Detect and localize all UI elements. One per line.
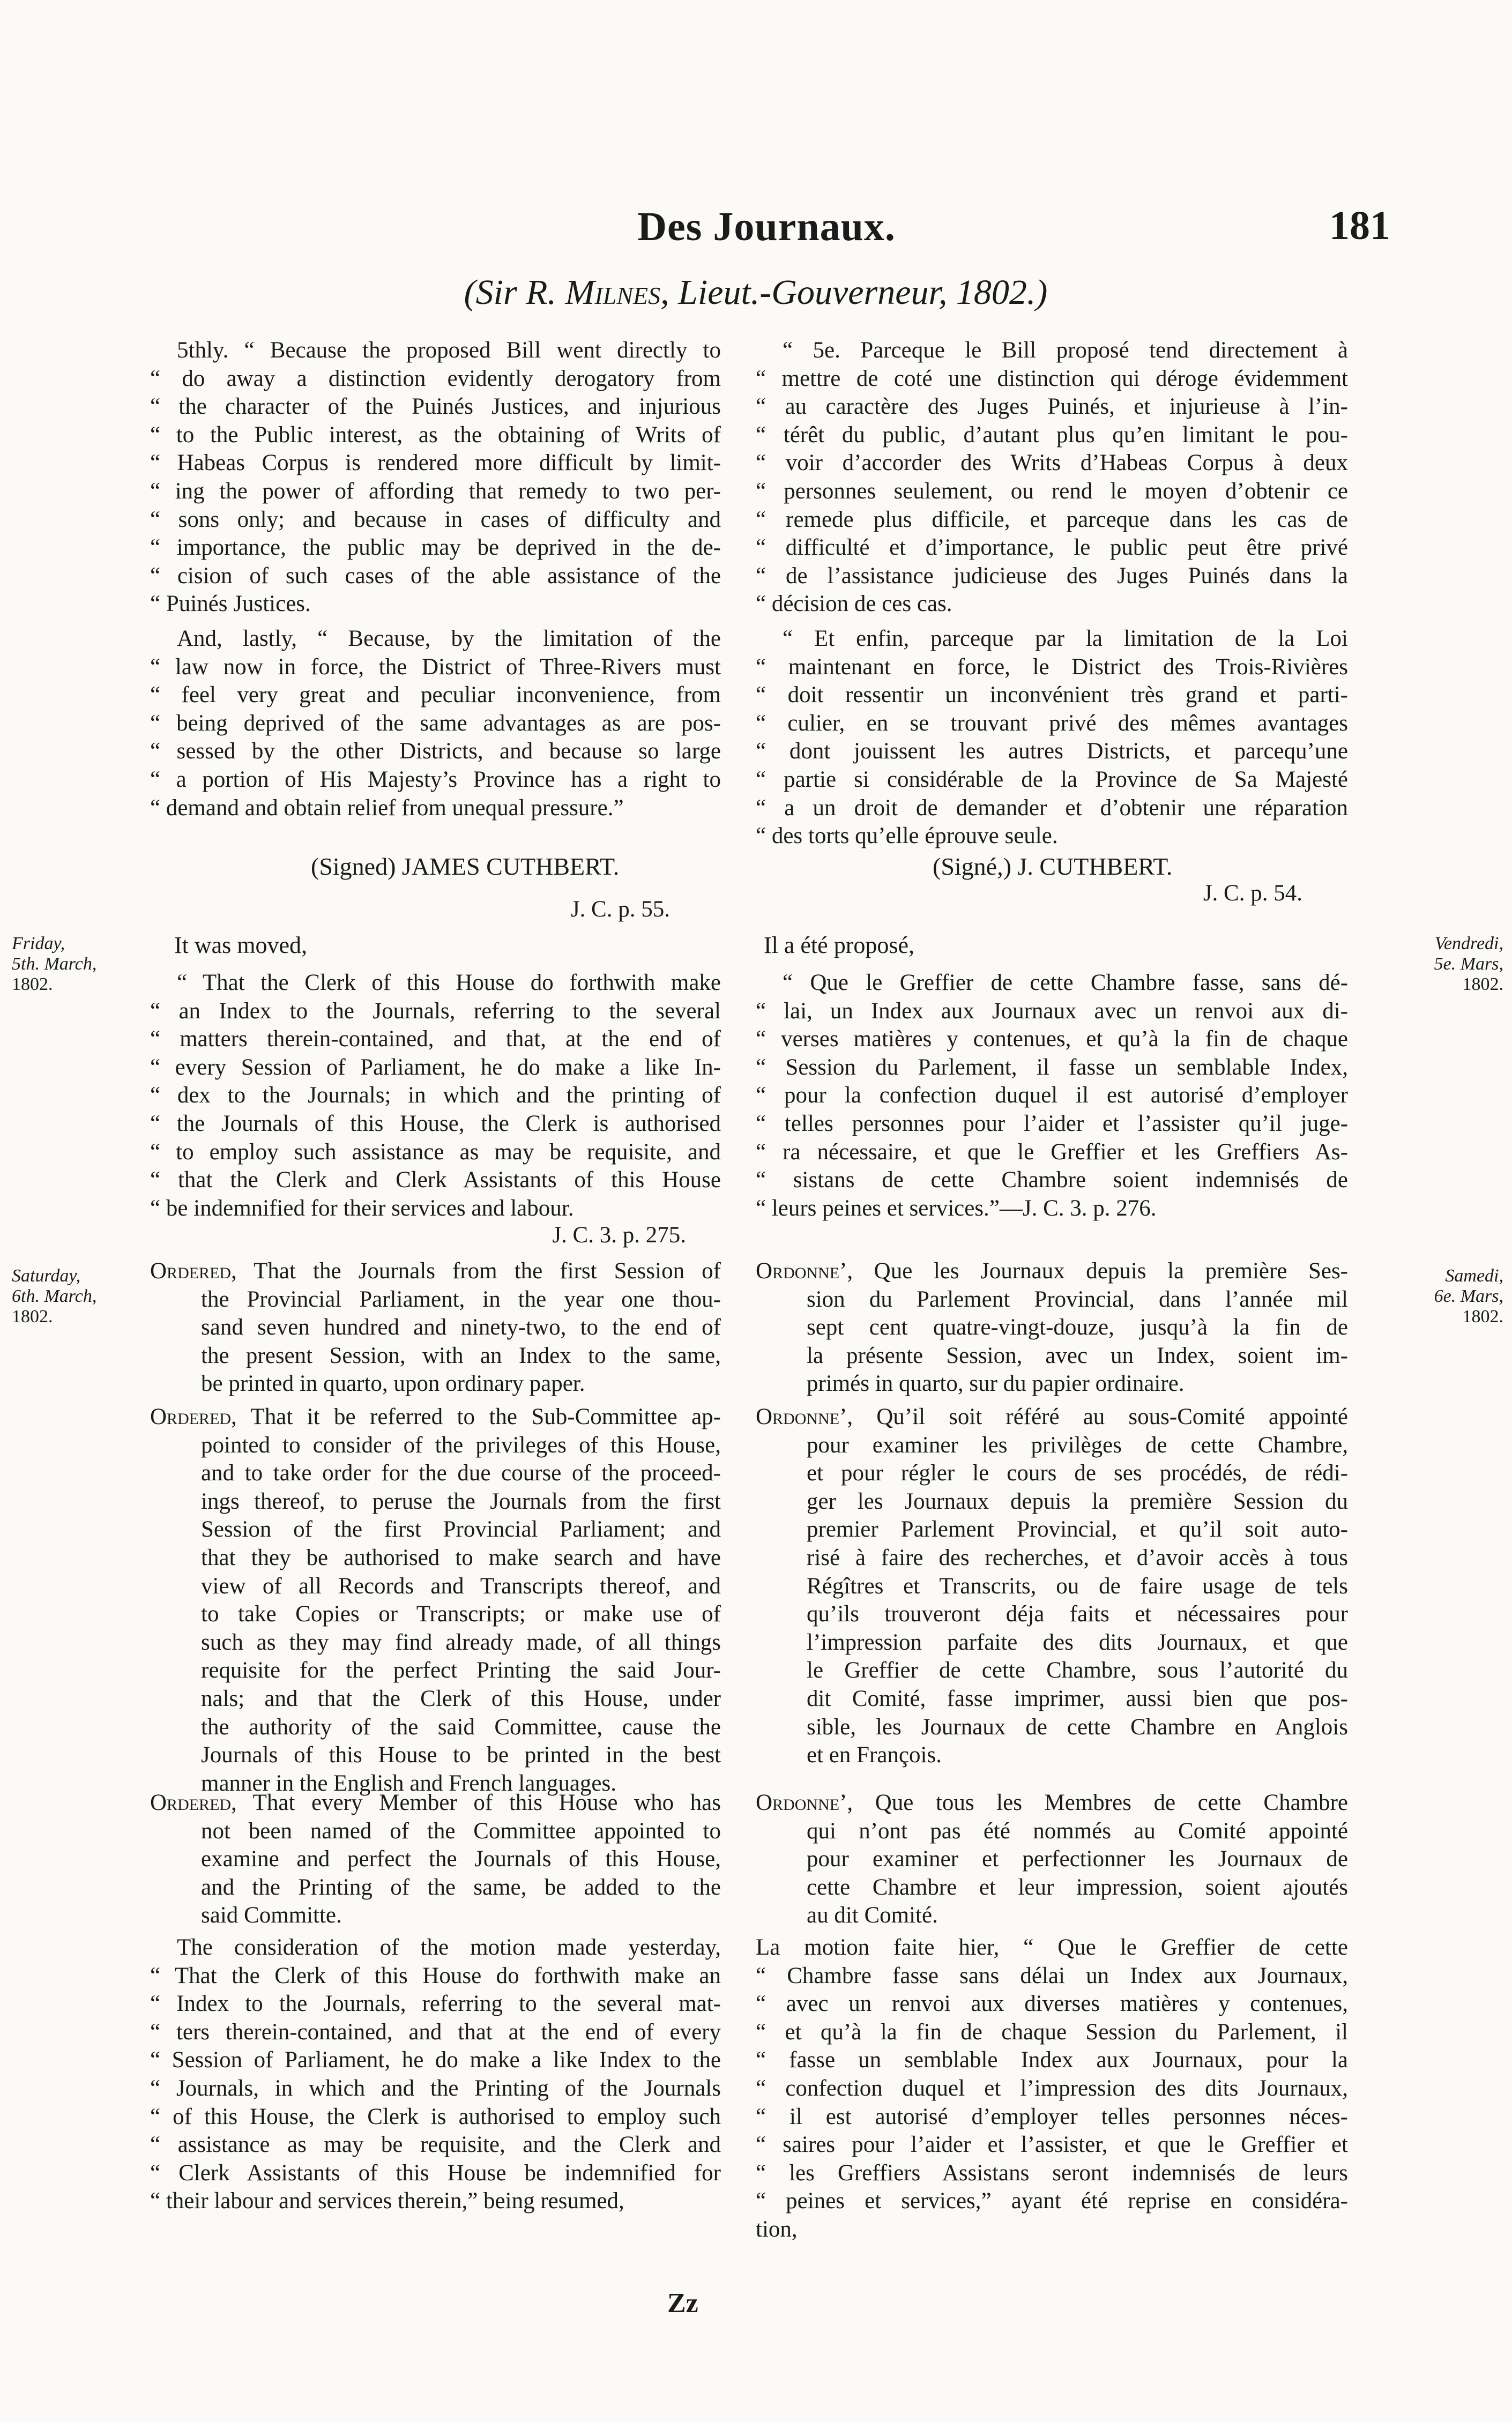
text-line: view of all Records and Transcripts thereof, and [201,1573,721,1599]
text-line: “ décision de ces cas. [756,591,952,617]
text-line: “ the character of the Puinés Justices, and injurious [150,394,721,420]
text-line: to take Copies or Transcripts; or make use of [201,1601,721,1627]
margin-line: 5th. March, [12,954,97,974]
margin-line: 1802. [12,974,53,994]
text-line: La motion faite hier, “ Que le Greffier de cette [756,1935,1348,1960]
text-line: la présente Session, avec un Index, soient im- [807,1343,1348,1368]
margin-line: Saturday, [12,1266,81,1286]
text-line: such as they may find already made, of all things [201,1629,721,1655]
text-line: “ Chambre fasse sans délai un Index aux Journaux, [756,1963,1348,1988]
text-line: “ verses matières y contenues, et qu’à la fin de chaque [756,1026,1348,1052]
ordered-text: That it be referred to the Sub-Committee ap- [236,1404,721,1429]
text-line: “ Index to the Journals, referring to the several mat- [150,1991,721,2017]
text-line [756,1403,1348,1432]
subtitle-open: (Sir R. [464,273,565,312]
ordonne-text: Que tous les Membres de cette Chambre [853,1790,1348,1815]
text-line: Session of the first Provincial Parliament; and [201,1517,721,1542]
text-line: et pour régler le cours de ses procédés, de rédi- [807,1460,1348,1486]
fr-signature-ref: J. C. p. 54. [1203,881,1302,906]
text-line: tion, [756,2216,798,2242]
signature-mark: Zz [667,2288,698,2319]
text-line: The consideration of the motion made yesterday, [177,1935,721,1960]
text-line: “ il est autorisé d’employer telles personnes néces- [756,2104,1348,2129]
text-line: pour examiner les privilèges de cette Chambre, [807,1432,1348,1458]
text-line [150,1403,721,1432]
text-line: Journals of this House to be printed in the best [201,1742,721,1768]
text-line: “ telles personnes pour l’aider et l’assister qu’il juge- [756,1111,1348,1136]
page-subtitle [375,272,1136,313]
text-line: “ being deprived of the same advantages as are pos- [150,710,721,736]
text-line: “ demand and obtain relief from unequal pressure.” [150,795,624,821]
text-line: “ an Index to the Journals, referring to the several [150,998,721,1024]
page-number: 181 [1329,203,1390,248]
text-line: risé à faire des recherches, et d’avoir accès à tous [807,1545,1348,1570]
text-line: “ avec un renvoi aux diverses matières y contenues, [756,1991,1348,2017]
text-line: qui n’ont pas été nommés au Comité appointé [807,1818,1348,1844]
text-line: “ remede plus difficile, et parceque dans les cas de [756,506,1348,532]
text-line: “ confection duquel et l’impression des dits Journaux, [756,2075,1348,2101]
en-motion-ref: J. C. 3. p. 275. [552,1223,686,1248]
text-line: “ be indemnified for their services and labour. [150,1195,574,1221]
ordonne-label: Ordonne’, [756,1404,853,1429]
text-line: “ ing the power of affording that remedy to two per- [150,478,721,504]
text-line: examine and perfect the Journals of this House, [201,1846,721,1872]
text-line: nals; and that the Clerk of this House, under [201,1686,721,1711]
text-line: requisite for the perfect Printing the said Jour- [201,1658,721,1683]
text-line: “ doit ressentir un inconvénient très grand et parti- [756,682,1348,708]
margin-line: Samedi, [1445,1266,1503,1286]
text-line: l’impression parfaite des dits Journaux, et que [807,1629,1348,1655]
text-line: And, lastly, “ Because, by the limitation of the [177,626,721,651]
fr-signature: (Signé,) J. CUTHBERT. [933,853,1173,880]
text-line: and the Printing of the same, be added to the [201,1874,721,1900]
margin-note-friday [12,934,119,995]
page-title: Des Journaux. [637,204,896,249]
text-line: “ their labour and services therein,” being resumed, [150,2188,624,2214]
text-line: be printed in quarto, upon ordinary paper. [201,1371,585,1397]
en-ordered-1 [150,1257,721,1398]
text-line: “ that the Clerk and Clerk Assistants of this House [150,1167,721,1193]
en-motion-index [150,969,721,1223]
text-line: “ Session of Parliament, he do make a like Index to the [150,2047,721,2073]
text-line: “ ra nécessaire, et que le Greffier et les Greffiers As- [756,1139,1348,1165]
margin-note-vendredi [1359,934,1503,995]
text-line: “ sons only; and because in cases of difficulty and [150,506,721,532]
text-line: “ des torts qu’elle éprouve seule. [756,823,1058,849]
text-line: “ lai, un Index aux Journaux avec un renvoi aux di- [756,998,1348,1024]
text-line: 5thly. “ Because the proposed Bill went directly to [177,338,721,363]
text-line: Régîtres et Transcrits, ou de faire usage de tels [807,1573,1348,1599]
text-line: “ partie si considérable de la Province de Sa Majesté [756,766,1348,792]
text-line: “ Session du Parlement, il fasse un semblable Index, [756,1054,1348,1080]
text-line: the authority of the said Committee, cause the [201,1714,721,1740]
text-line: “ dex to the Journals; in which and the printing of [150,1083,721,1108]
text-line: “ Et enfin, parceque par la limitation de la Loi [783,626,1348,651]
fr-paragraph-5e [756,337,1348,618]
text-line: “ dont jouissent les autres Districts, et parcequ’une [756,739,1348,764]
text-line: “ personnes seulement, ou rend le moyen d’obtenir ce [756,478,1348,504]
text-line: et en François. [807,1742,942,1768]
subtitle-rest: Lieut.-Gouverneur, 1802.) [669,273,1048,312]
fr-paragraph-enfin [756,625,1348,851]
text-line: “ difficulté et d’importance, le public peut être privé [756,535,1348,561]
ordonne-text: Qu’il soit référé au sous-Comité appointé [853,1404,1348,1429]
text-line: pointed to consider of the privileges of this House, [201,1432,721,1458]
text-line: “ Habeas Corpus is rendered more difficult by limit- [150,450,721,476]
text-line: “ law now in force, the District of Three-Rivers must [150,654,721,680]
en-ordered-3 [150,1789,721,1930]
text-line [150,1257,721,1286]
text-line: “ térêt du public, d’autant plus qu’en limitant le pou- [756,422,1348,448]
text-line: le Greffier de cette Chambre, sous l’autorité du [807,1658,1348,1683]
ordonne-label: Ordonne’, [756,1258,853,1284]
text-line: “ voir d’accorder des Writs d’Habeas Corpus à deux [756,450,1348,476]
fr-motion-reprise [756,1934,1348,2244]
text-line: manner in the English and French languages. [201,1770,616,1796]
text-line: “ every Session of Parliament, he do make a like In- [150,1054,721,1080]
text-line [756,1257,1348,1286]
en-ordered-2 [150,1403,721,1798]
text-line: au dit Comité. [807,1903,938,1928]
text-line: the present Session, with an Index to the same, [201,1343,721,1368]
fr-ordonne-1 [756,1257,1348,1398]
text-line: that they be authorised to make search and have [201,1545,721,1570]
text-line: the Provincial Parliament, in the year one thou- [201,1286,721,1312]
text-line: “ Puinés Justices. [150,591,311,617]
ordonne-text: Que les Journaux depuis la première Ses- [853,1258,1348,1284]
text-line: “ a un droit de demander et d’obtenir une réparation [756,795,1348,821]
text-line: “ au caractère des Juges Puinés, et injurieuse à l’in- [756,394,1348,420]
fr-ordonne-2 [756,1403,1348,1770]
en-paragraph-5thly [150,337,721,618]
fr-moved: Il a été proposé, [764,932,914,958]
text-line: cette Chambre et leur impression, soient ajoutés [807,1874,1348,1900]
margin-line: 1802. [1462,1307,1503,1326]
text-line: and to take order for the due course of the proceed- [201,1460,721,1486]
en-signature-ref: J. C. p. 55. [570,897,670,922]
fr-motion-index [756,969,1348,1223]
text-line: “ peines et services,” ayant été reprise en considéra- [756,2188,1348,2214]
margin-line: 6e. Mars, [1434,1286,1503,1306]
text-line: “ et qu’à la fin de chaque Session du Parlement, il [756,2019,1348,2045]
text-line: pour examiner et perfectionner les Journaux de [807,1846,1348,1872]
text-line: “ sessed by the other Districts, and because so large [150,739,721,764]
en-signature: (Signed) JAMES CUTHBERT. [311,853,620,880]
ordered-text: That the Journals from the first Session of [236,1258,721,1284]
text-line: “ matters therein-contained, and that, at the end of [150,1026,721,1052]
text-line: “ fasse un semblable Index aux Journaux, pour la [756,2047,1348,2073]
text-line: “ sistans de cette Chambre soient indemnisés de [756,1167,1348,1193]
text-line: “ culier, en se trouvant privé des mêmes avantages [756,710,1348,736]
text-line: “ to employ such assistance as may be requisite, and [150,1139,721,1165]
margin-line: Friday, [12,934,65,953]
text-line: “ to the Public interest, as the obtaining of Writs of [150,422,721,448]
text-line: “ ters therein-contained, and that at the end of every [150,2019,721,2045]
en-consideration [150,1934,721,2216]
text-line: “ les Greffiers Assistans seront indemnisés de leurs [756,2160,1348,2186]
text-line [756,1789,1348,1817]
text-line: “ of this House, the Clerk is authorised to employ such [150,2104,721,2129]
text-line [150,1789,721,1817]
text-line: “ saires pour l’aider et l’assister, et que le Greffier et [756,2132,1348,2158]
en-moved: It was moved, [174,932,308,958]
text-line: “ mettre de coté une distinction qui déroge évidemment [756,366,1348,391]
margin-line: 1802. [1462,974,1503,994]
text-line: said Committe. [201,1903,342,1928]
text-line: premier Parlement Provincial, et qu’il soit auto- [807,1517,1348,1542]
margin-line: 6th. March, [12,1286,97,1306]
text-line: “ importance, the public may be deprived in the de- [150,535,721,561]
text-line: ings thereof, to peruse the Journals from the first [201,1488,721,1514]
text-line: “ That the Clerk of this House do forthwith make an [150,1963,721,1988]
text-line: “ Que le Greffier de cette Chambre fasse, sans dé- [783,970,1348,995]
margin-note-samedi [1359,1266,1503,1327]
text-line: “ leurs peines et services.”—J. C. 3. p. 276. [756,1195,1157,1221]
text-line: “ 5e. Parceque le Bill proposé tend directement à [783,338,1348,363]
text-line: “ Journals, in which and the Printing of the Journals [150,2075,721,2101]
fr-ordonne-3 [756,1789,1348,1930]
text-line: dit Comité, fasse imprimer, aussi bien que pos- [807,1686,1348,1711]
ordonne-label: Ordonne’, [756,1790,853,1815]
ordered-label: Ordered, [150,1790,237,1815]
text-line: “ the Journals of this House, the Clerk is authorised [150,1111,721,1136]
text-line: sible, les Journaux de cette Chambre en Anglois [807,1714,1348,1740]
text-line: “ cision of such cases of the able assistance of the [150,563,721,588]
margin-line: 1802. [12,1307,53,1326]
margin-line: Vendredi, [1434,934,1503,953]
en-paragraph-lastly [150,625,721,822]
text-line: sand seven hundred and ninety-two, to the end of [201,1315,721,1340]
text-line: “ do away a distinction evidently derogatory from [150,366,721,391]
subtitle-name: Milnes, [565,273,669,312]
text-line: “ pour la confection duquel il est autorisé d’employer [756,1083,1348,1108]
text-line: “ a portion of His Majesty’s Province has a right to [150,766,721,792]
ordered-text: That every Member of this House who has [236,1790,721,1815]
text-line: “ de l’assistance judicieuse des Juges Puinés dans la [756,563,1348,588]
ordered-label: Ordered, [150,1258,237,1284]
text-line: sept cent quatre-vingt-douze, jusqu’à la fin de [807,1315,1348,1340]
text-line: “ Clerk Assistants of this House be indemnified for [150,2160,721,2186]
margin-line: 5e. Mars, [1434,954,1503,974]
text-line: “ maintenant en force, le District des Trois-Rivières [756,654,1348,680]
text-line: “ feel very great and peculiar inconvenience, from [150,682,721,708]
text-line: sion du Parlement Provincial, dans l’année mil [807,1286,1348,1312]
text-line: ger les Journaux depuis la première Session du [807,1488,1348,1514]
text-line: “ That the Clerk of this House do forthwith make [177,970,721,995]
text-line: “ assistance as may be requisite, and the Clerk and [150,2132,721,2158]
ordered-label: Ordered, [150,1404,237,1429]
margin-note-saturday [12,1266,130,1327]
text-line: not been named of the Committee appointed to [201,1818,721,1844]
text-line: qu’ils trouveront déja faits et nécessaires pour [807,1601,1348,1627]
text-line: primés in quarto, sur du papier ordinaire. [807,1371,1185,1397]
